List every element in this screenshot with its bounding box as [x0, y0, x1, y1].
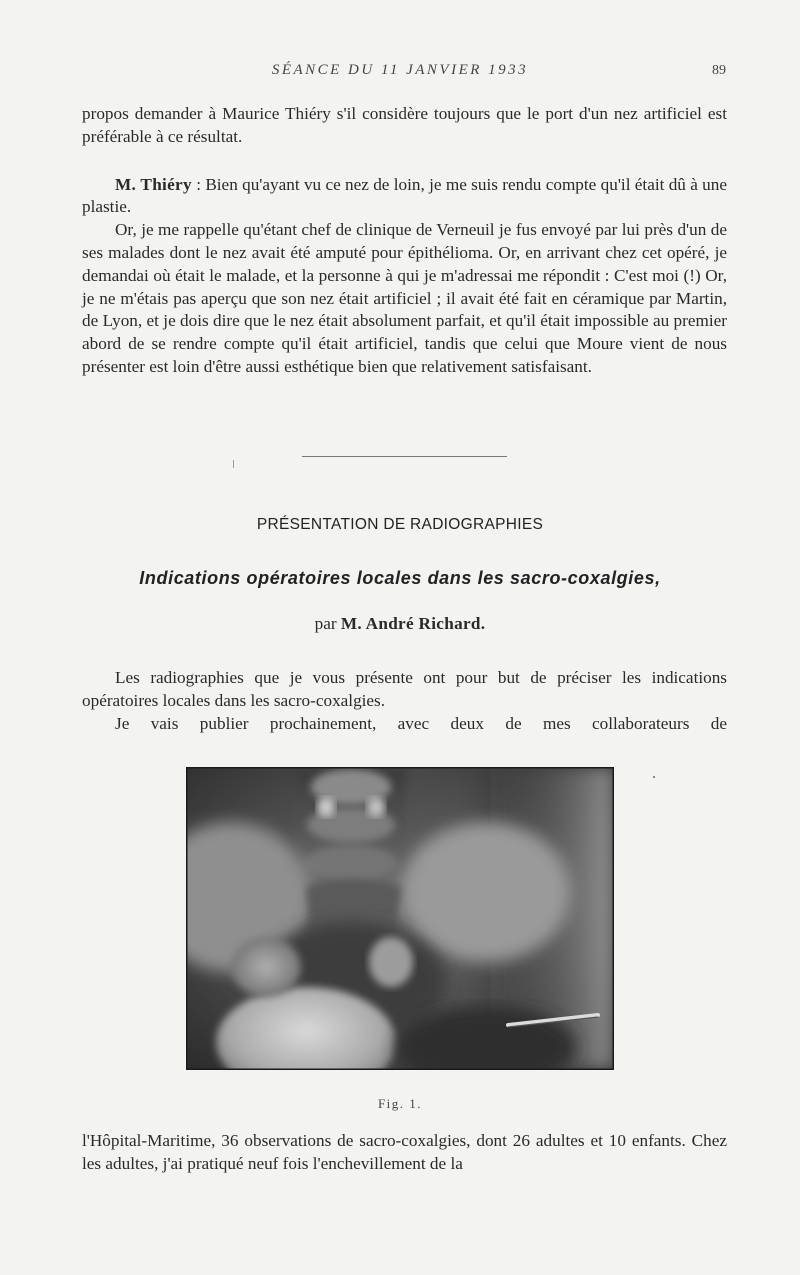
- speaker-name: M. Thiéry: [115, 174, 192, 194]
- radiograph-image: [186, 767, 614, 1070]
- section-heading: PRÉSENTATION DE RADIOGRAPHIES: [256, 516, 544, 533]
- paragraph-3: Or, je me rappelle qu'étant chef de clinique de Verneuil je fus envoyé par lui près d'un de ses malades dont le nez avait été amputé pour épithélioma. Or, en arrivant chez cet opéré, je demandai où était le malade, et la personne à qui je m'adressai me répondit : C'est moi (!) Or, je ne m'étais pas aperçu que son nez était artificiel ; il avait été fait en céramique par Martin, de Lyon, et je dois dire que le nez était absolument parfait, et qu'il était impossible au premier abord de se rendre compte qu'il était artificiel, tandis que celui que Moure vient de nous présenter est loin d'être aussi esthétique bien que relativement satisfaisant.: [82, 220, 727, 376]
- speaker-text: : Bien qu'ayant vu ce nez de loin, je me suis rendu compte qu'il était dû à une plastie.: [82, 174, 727, 217]
- paper-speck: [653, 776, 655, 778]
- byline-prefix: par: [314, 614, 341, 633]
- running-title: SÉANCE DU 11 JANVIER 1933: [271, 62, 529, 78]
- page-number: 89: [712, 63, 726, 78]
- pelvis-xray-illustration: [186, 767, 614, 1070]
- paper-speck: [233, 460, 234, 468]
- discussion-text: [82, 103, 727, 379]
- running-head: [0, 62, 800, 84]
- section-divider: [302, 456, 507, 457]
- paragraph-5: Je vais publier prochainement, avec deux de mes collaborateurs de: [115, 713, 727, 733]
- paragraph-1: propos demander à Maurice Thiéry s'il considère toujours que le port d'un nez artificiel est préférable à ce résultat.: [82, 104, 727, 146]
- article-title: Indications opératoires locales dans les sacro-coxalgies,: [139, 568, 661, 588]
- article-intro: [82, 667, 727, 735]
- paragraph-6: l'Hôpital-Maritime, 36 observations de sacro-coxalgies, dont 26 adultes et 10 enfants. Chez les adultes, j'ai pratiqué neuf fois l'enchevillement de la: [82, 1131, 727, 1173]
- byline: [0, 614, 800, 634]
- article-continuation: [82, 1130, 727, 1176]
- byline-author: M. André Richard.: [340, 614, 486, 633]
- paragraph-4: Les radiographies que je vous présente ont pour but de préciser les indications opératoires locales dans les sacro-coxalgies.: [82, 668, 727, 710]
- paragraph-thiery: [82, 174, 727, 220]
- figure-caption: Fig. 1.: [377, 1096, 423, 1111]
